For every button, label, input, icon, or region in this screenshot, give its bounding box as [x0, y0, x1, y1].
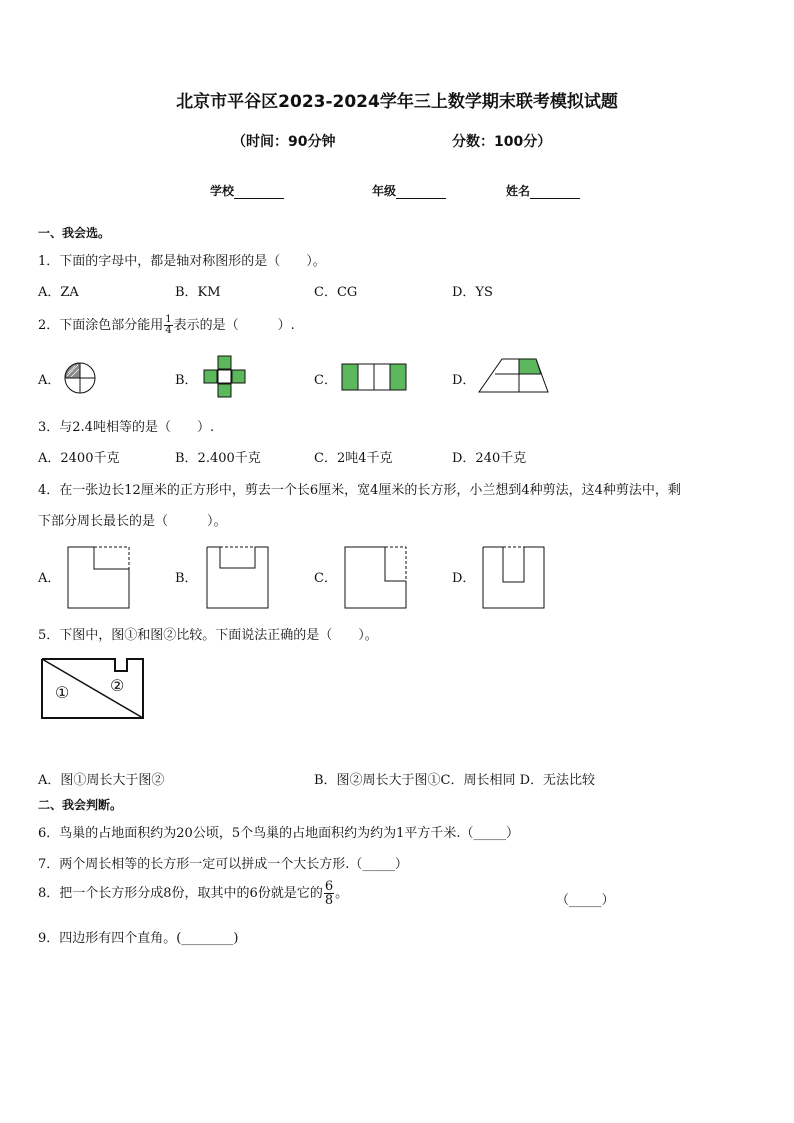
exam-score: 分数：100分）	[452, 134, 552, 150]
q4-figure-c	[344, 546, 408, 610]
q2-text-before: 2．下面涂色部分能用	[38, 318, 164, 333]
q4-figure-d	[482, 546, 546, 610]
q2-figure-a-circle	[64, 362, 96, 394]
q2-option-a[interactable]: A．	[38, 373, 61, 388]
q2-frac-num: 1	[165, 314, 172, 325]
q2-figure-c-bar	[341, 363, 409, 391]
question-2	[38, 314, 295, 336]
question-4-line-2: 下部分周长最长的是（ ）。	[38, 514, 227, 529]
q3-option-d[interactable]: D．240千克	[452, 451, 527, 466]
q3-option-a[interactable]: A．2400千克	[38, 451, 120, 466]
question-7: 7．两个周长相等的长方形一定可以拼成一个大长方形.（_____）	[38, 857, 408, 872]
question-3: 3．与2.4吨相等的是（ ）.	[38, 420, 215, 435]
q8-frac-den: 8	[324, 893, 334, 908]
question-5: 5．下图中，图①和图②比较。下面说法正确的是（ ）。	[38, 628, 378, 643]
q4-option-c[interactable]: C．	[314, 571, 337, 586]
q1-option-a[interactable]: A．ZA	[38, 285, 79, 300]
q5-label-2: ②	[110, 676, 125, 695]
q2-text-after: 表示的是（ ）.	[173, 318, 295, 333]
q4-option-a[interactable]: A．	[38, 571, 61, 586]
q5-options-bcd[interactable]: B．图②周长大于图①C．周长相同 D．无法比较	[314, 773, 596, 788]
q2-figure-d-trapezoid	[478, 358, 550, 394]
grade-label: 年级	[372, 184, 397, 198]
question-1: 1．下面的字母中，都是轴对称图形的是（ ）。	[38, 254, 326, 269]
q2-frac-den: 4	[165, 325, 172, 336]
grade-field	[372, 182, 446, 199]
q1-option-b[interactable]: B．KM	[175, 285, 221, 300]
q2-option-c[interactable]: C．	[314, 373, 337, 388]
exam-time: （时间：90分钟	[232, 134, 336, 150]
q5-option-a[interactable]: A．图①周长大于图②	[38, 773, 165, 788]
section-2-title: 二、我会判断。	[38, 798, 123, 812]
school-blank[interactable]	[234, 186, 284, 199]
q4-figure-b	[206, 546, 270, 610]
page-title: 北京市平谷区2023-2024学年三上数学期末联考模拟试题	[176, 92, 618, 112]
grade-blank[interactable]	[396, 186, 446, 199]
school-label: 学校	[210, 184, 235, 198]
q1-option-c[interactable]: C．CG	[314, 285, 358, 300]
question-9: 9．四边形有四个直角。(________)	[38, 931, 239, 946]
name-field	[506, 182, 580, 199]
q8-frac-num: 6	[324, 879, 334, 894]
q3-option-c[interactable]: C．2吨4千克	[314, 451, 393, 466]
q8-answer-blank[interactable]: （_____）	[556, 893, 615, 908]
q4-option-d[interactable]: D．	[452, 571, 476, 586]
name-label: 姓名	[506, 184, 531, 198]
q8-text-before: 8．把一个长方形分成8份，取其中的6份就是它的	[38, 886, 323, 901]
q2-option-d[interactable]: D．	[452, 373, 476, 388]
question-4-line-1: 4．在一张边长12厘米的正方形中，剪去一个长6厘米，宽4厘米的长方形，小兰想到4种剪法，这4种剪法中，剩	[38, 483, 681, 498]
q5-label-1: ①	[55, 683, 70, 702]
q4-figure-a	[67, 546, 131, 610]
question-8	[38, 880, 348, 907]
q1-option-d[interactable]: D．YS	[452, 285, 493, 300]
q8-text-after: 。	[335, 886, 349, 901]
q3-option-b[interactable]: B．2.400千克	[175, 451, 261, 466]
question-6: 6．鸟巢的占地面积约为20公顷，5个鸟巢的占地面积约为约为1平方千米.（_____）	[38, 826, 519, 841]
name-blank[interactable]	[530, 186, 580, 199]
school-field	[210, 182, 284, 199]
section-1-title: 一、我会选。	[38, 226, 111, 240]
q2-option-b[interactable]: B．	[175, 373, 198, 388]
q2-figure-b-cross	[203, 355, 247, 399]
q2-fraction	[164, 315, 172, 336]
q8-fraction	[324, 880, 334, 907]
q4-option-b[interactable]: B．	[175, 571, 198, 586]
